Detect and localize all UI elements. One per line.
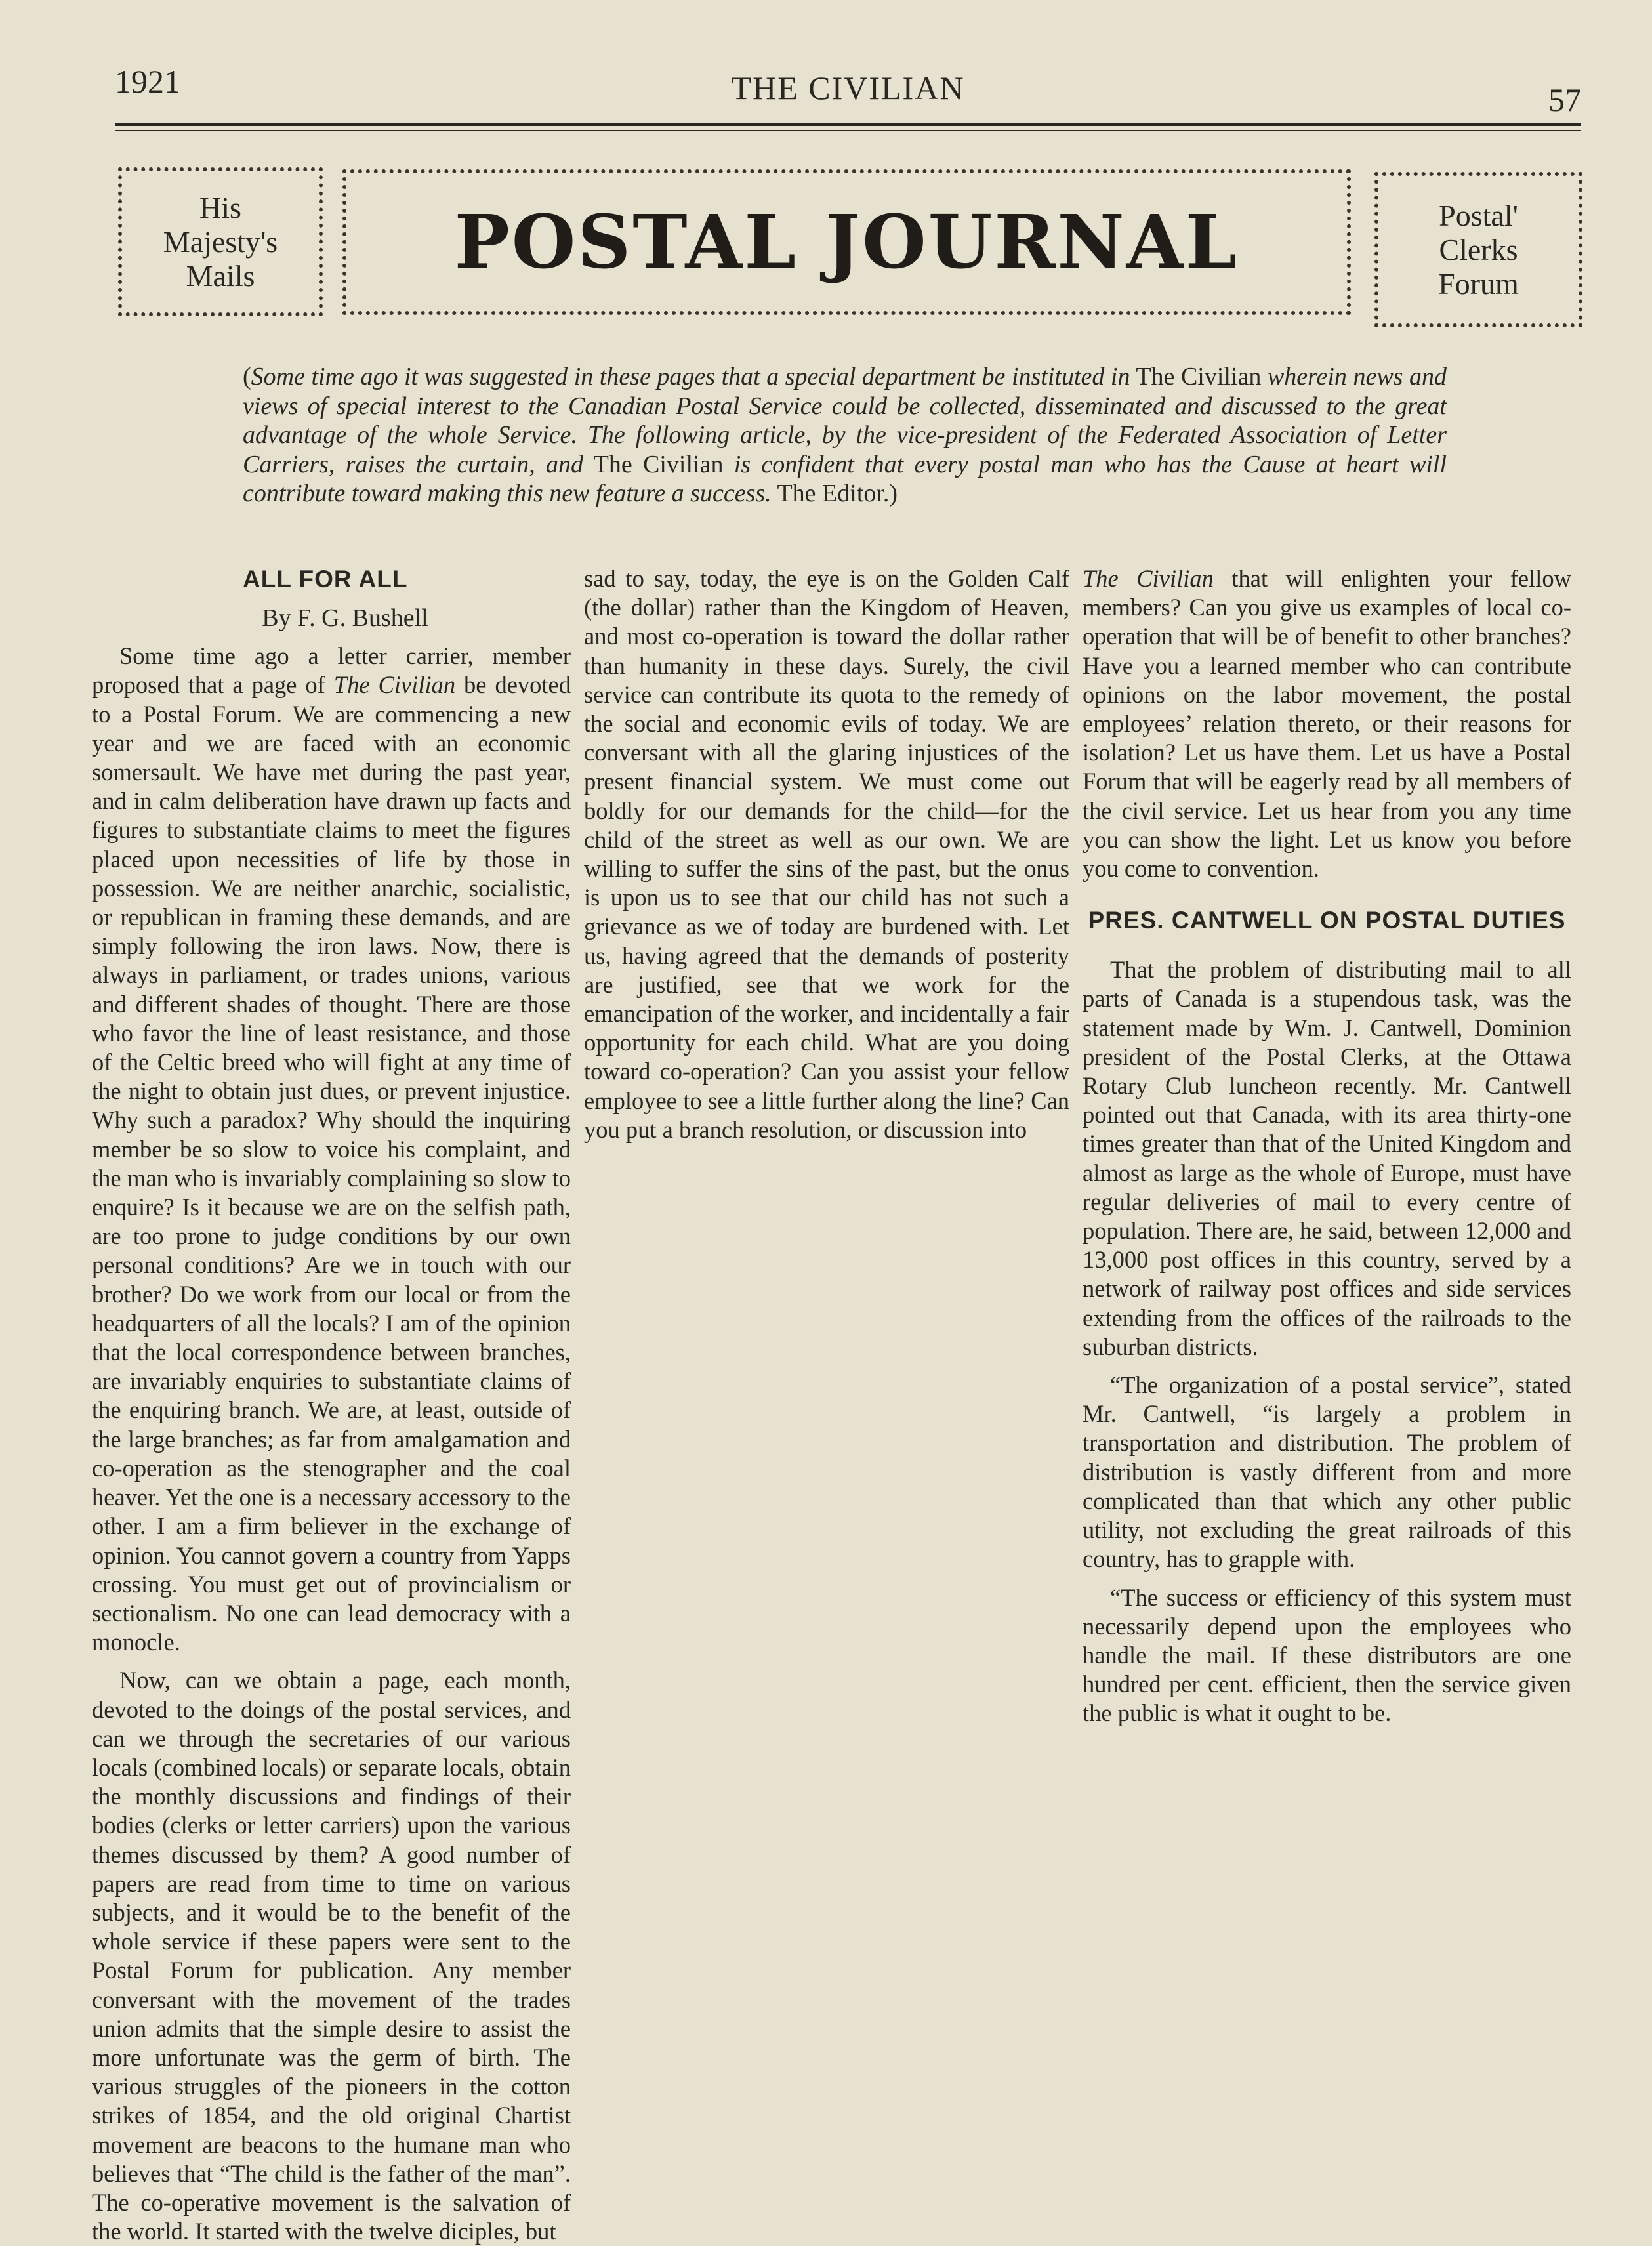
- article-paragraph: Now, can we obtain a page, each month, devoted to the doings of the postal services, and can we through the secretaries of our various locals (combined locals) or separate locals, obtain the monthly discussions and findings of their bodies (clerks or letter carriers) upon the various themes discussed by them? A good number of papers are read from time to time on various subjects, and it would be to the benefit of the whole service if these papers were sent to the Postal Forum for publication. Any member conversant with the movement of the trades union admits that the simple desire to assist the more unfortunate was the germ of birth. The various struggles of the pioneers in the cotton strikes of 1854, and the old original Chartist movement are beacons to the humane man who believes that “The child is the father of the man”. The co-operative movement is the salvation of the world. It started with the twelve diciples, but: [92, 1667, 571, 2245]
- article-heading: ALL FOR ALL: [243, 566, 408, 593]
- header-title: THE CIVILIAN: [731, 70, 965, 106]
- article-heading: PRES. CANTWELL ON POSTAL DUTIES: [1088, 907, 1566, 934]
- editor-note-part: wherein news and views of special interest to the Canadian Postal Service could be collected, disseminated and discussed to the great advantage of the whole Service. The following article, by the vice-president of the Federated Association of Letter Carriers, raises the curtain, and: [243, 363, 1447, 478]
- text-run: The Civilian: [333, 671, 456, 699]
- masthead-left-label: His Majesty's Mails: [163, 190, 278, 293]
- text-run: that will enlighten your fellow members? Can you give us examples of local co-operation that will be of benefit to other branches? Have you a learned member who can contribute opinions on the labor movement, the postal employees’ relation thereto, or their reasons for isolation? Let us have them. Let us have a Postal Forum that will be eagerly read by all members of the civil service. Let us hear from you any time you can show the light. Let us know you before you come to convention.: [1083, 565, 1571, 883]
- masthead-left-box: [118, 167, 323, 316]
- article-paragraph: That the problem of distributing mail to all parts of Canada is a stupendous task, was the statement made by Wm. J. Cantwell, Dominion president of the Postal Clerks, at the Ottawa Rotary Club luncheon recently. Mr. Cantwell pointed out that Canada, with its area thirty-one times greater than that of the United Kingdom and almost as large as the whole of Europe, must have regular deliveries of mail to every centre of population. There are, he said, between 12,000 and 13,000 post offices in this country, served by a network of railway post offices and side services extending from the offices of the railroads to the suburban districts.: [1083, 956, 1571, 1360]
- article-paragraph: [92, 642, 571, 1657]
- article-paragraph-continued: sad to say, today, the eye is on the Golden Calf (the dollar) rather than the Kingdom of Heaven, and most co-operation is toward the dollar rather than humanity in these days. Surely, the civil service can contribute its quota to the remedy of the social and economic evils of today. We are conversant with all the glaring injustices of the present financial system. We must come out boldly for our demands for the child—for the child of the street as well as our own. We are willing to suffer the sins of the past, but the onus is upon us to see that our child has not such a grievance as we of today are burdened with. Let us, having agreed that the demands of posterity are justified, see that we work for the emancipation of the worker, and incidentally a fair opportunity for each child. What are you doing toward co-operation? Can you assist your fellow employee to see a little further along the line? Can you put a branch resolution, or discussion into: [584, 565, 1069, 1143]
- masthead-right-box: [1374, 172, 1582, 327]
- byline: By F. G. Bushell: [262, 604, 428, 632]
- text-run: The Civilian: [1083, 565, 1214, 592]
- article-paragraph: “The organization of a postal service”, stated Mr. Cantwell, “is largely a problem in transportation and distribution. The problem of distribution is vastly different from and more complicated than that which any other public utility, not excluding the great railroads of this country, has to grapple with.: [1083, 1371, 1571, 1573]
- column-3: [1083, 564, 1571, 1728]
- editor-note-part: (: [243, 363, 251, 390]
- masthead-title: POSTAL JOURNAL: [454, 199, 1239, 285]
- editor-note-part: The Civilian: [583, 450, 734, 478]
- editor-note-part: The Civilian: [1130, 363, 1268, 390]
- running-header: [115, 62, 1581, 121]
- editor-note-part: is confident that every postal man who has the Cause at heart will contribute toward making this new feature a success.: [243, 450, 1447, 507]
- header-rule: [115, 123, 1581, 131]
- text-run: be devoted to a Postal Forum. We are commencing a new year and we are faced with an economic somersault. We have met during the past year, and in calm deliberation have drawn up facts and figures to substantiate claims to meet the figures placed upon necessities of life by those in possession. We are neither anarchic, socialistic, or republican in framing these demands, and are simply following the iron laws. Now, there is always in parliament, or trades unions, various and different shades of thought. There are those who favor the line of least resistance, and those of the Celtic breed who will fight at any time of the night to obtain just dues, or prevent injustice. Why such a paradox? Why should the inquiring member be so slow to voice his complaint, and the man who is invariably complaining so slow to enquire? Is it because we are on the selfish path, are too prone to judge conditions by our own personal conditions? Are we in touch with our brother? Do we work from our local or from the headquarters of all the locals? I am of the opinion that the local correspondence between branches, are invariably enquiries to substantiate claims of the enquiring branch. We are, at least, outside of the large branches; as far from amalgamation and co-operation as the stenographer and the coal heaver. Yet the one is a necessary accessory to the other. I am a firm believer in the exchange of opinion. You cannot govern a country from Yapps crossing. You must get out of provincialism or sectionalism. No one can lead democracy with a monocle.: [92, 671, 571, 1656]
- masthead-right-label: Postal' Clerks Forum: [1438, 198, 1519, 301]
- text-run: Some time ago a letter carrier, member proposed that a page of: [92, 642, 571, 699]
- masthead-title-box: [342, 169, 1351, 315]
- column-1: [92, 564, 571, 2246]
- page-number: 57: [1548, 81, 1581, 118]
- editor-note: [243, 362, 1447, 509]
- article-paragraph: “The success or efficiency of this system must necessarily depend upon the employees who handle the mail. If these distributors are one hundred per cent. efficient, then the service given the public is what it ought to be.: [1083, 1583, 1571, 1727]
- editor-note-part: Some time ago it was suggested in these pages that a special department be instituted in: [251, 363, 1130, 390]
- header-year: 1921: [115, 63, 180, 100]
- column-2: [584, 564, 1069, 1144]
- editor-note-part: The Editor.): [771, 480, 898, 507]
- article-paragraph-continued: [1083, 564, 1571, 883]
